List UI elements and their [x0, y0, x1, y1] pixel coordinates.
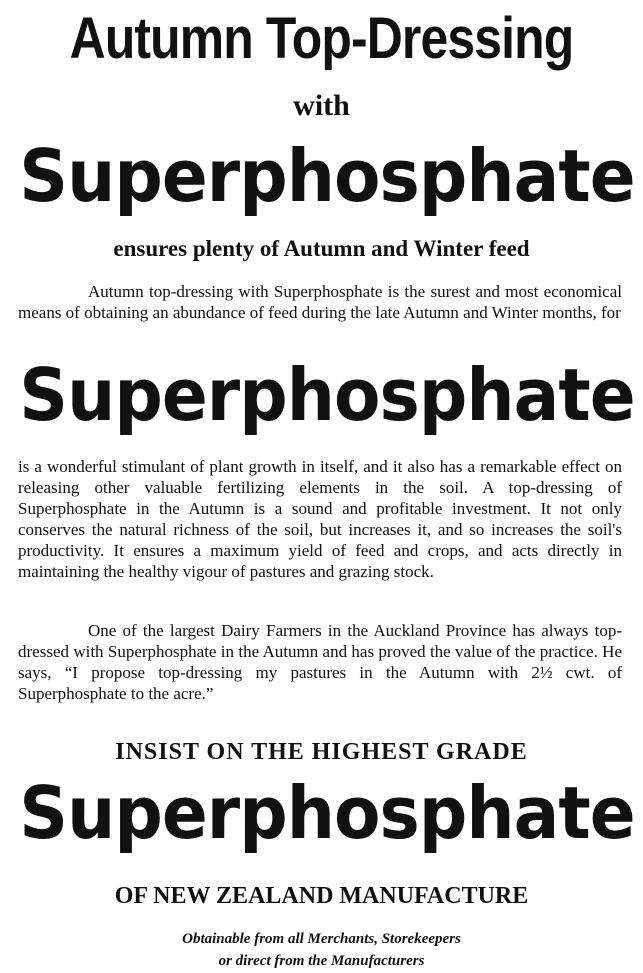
product-name-banner-2: Superphosphate [19, 353, 635, 437]
headline: Autumn Top-Dressing [69, 6, 574, 71]
product-name-banner-3: Superphosphate [19, 771, 635, 855]
obtainable-block [0, 928, 643, 972]
obtainable-line-1: Obtainable from all Merchants, Storekeepers [182, 931, 461, 947]
insist-line: INSIST ON THE HIGHEST GRADE [115, 739, 528, 765]
obtainable-line-2: or direct from the Manufacturers [218, 953, 425, 969]
paragraph-3-testimonial: One of the largest Dairy Farmers in the Auckland Province has always top-dressed with Superphosphate in the Autumn and has proved the value of the practice. He says, “I propose top-dressing my pastures in the Autumn with 2½ cwt. of Superphosphate to the acre.” [18, 621, 622, 703]
paragraph-1: Autumn top-dressing with Superphosphate is the surest and most economical means of obtaining an abundance of feed during the late Autumn and Winter months, for [18, 282, 622, 322]
paragraph-2: is a wonderful stimulant of plant growth in itself, and it also has a remarkable effect on releasing other valuable fertilizing elements in the soil. A top-dressing of Superphosphate in the Autumn is a sound and profitable investment. It not only conserves the natural richness of the soil, but increases it, and so increases the soil's productivity. It ensures a maximum yield of feed and crops, and acts directly in maintaining the healthy vigour of pastures and grazing stock. [18, 457, 622, 581]
subheadline: ensures plenty of Autumn and Winter feed [113, 236, 530, 261]
with-text: with [293, 89, 350, 122]
product-name-banner-1: Superphosphate [19, 134, 635, 218]
origin-line: OF NEW ZEALAND MANUFACTURE [114, 883, 529, 909]
